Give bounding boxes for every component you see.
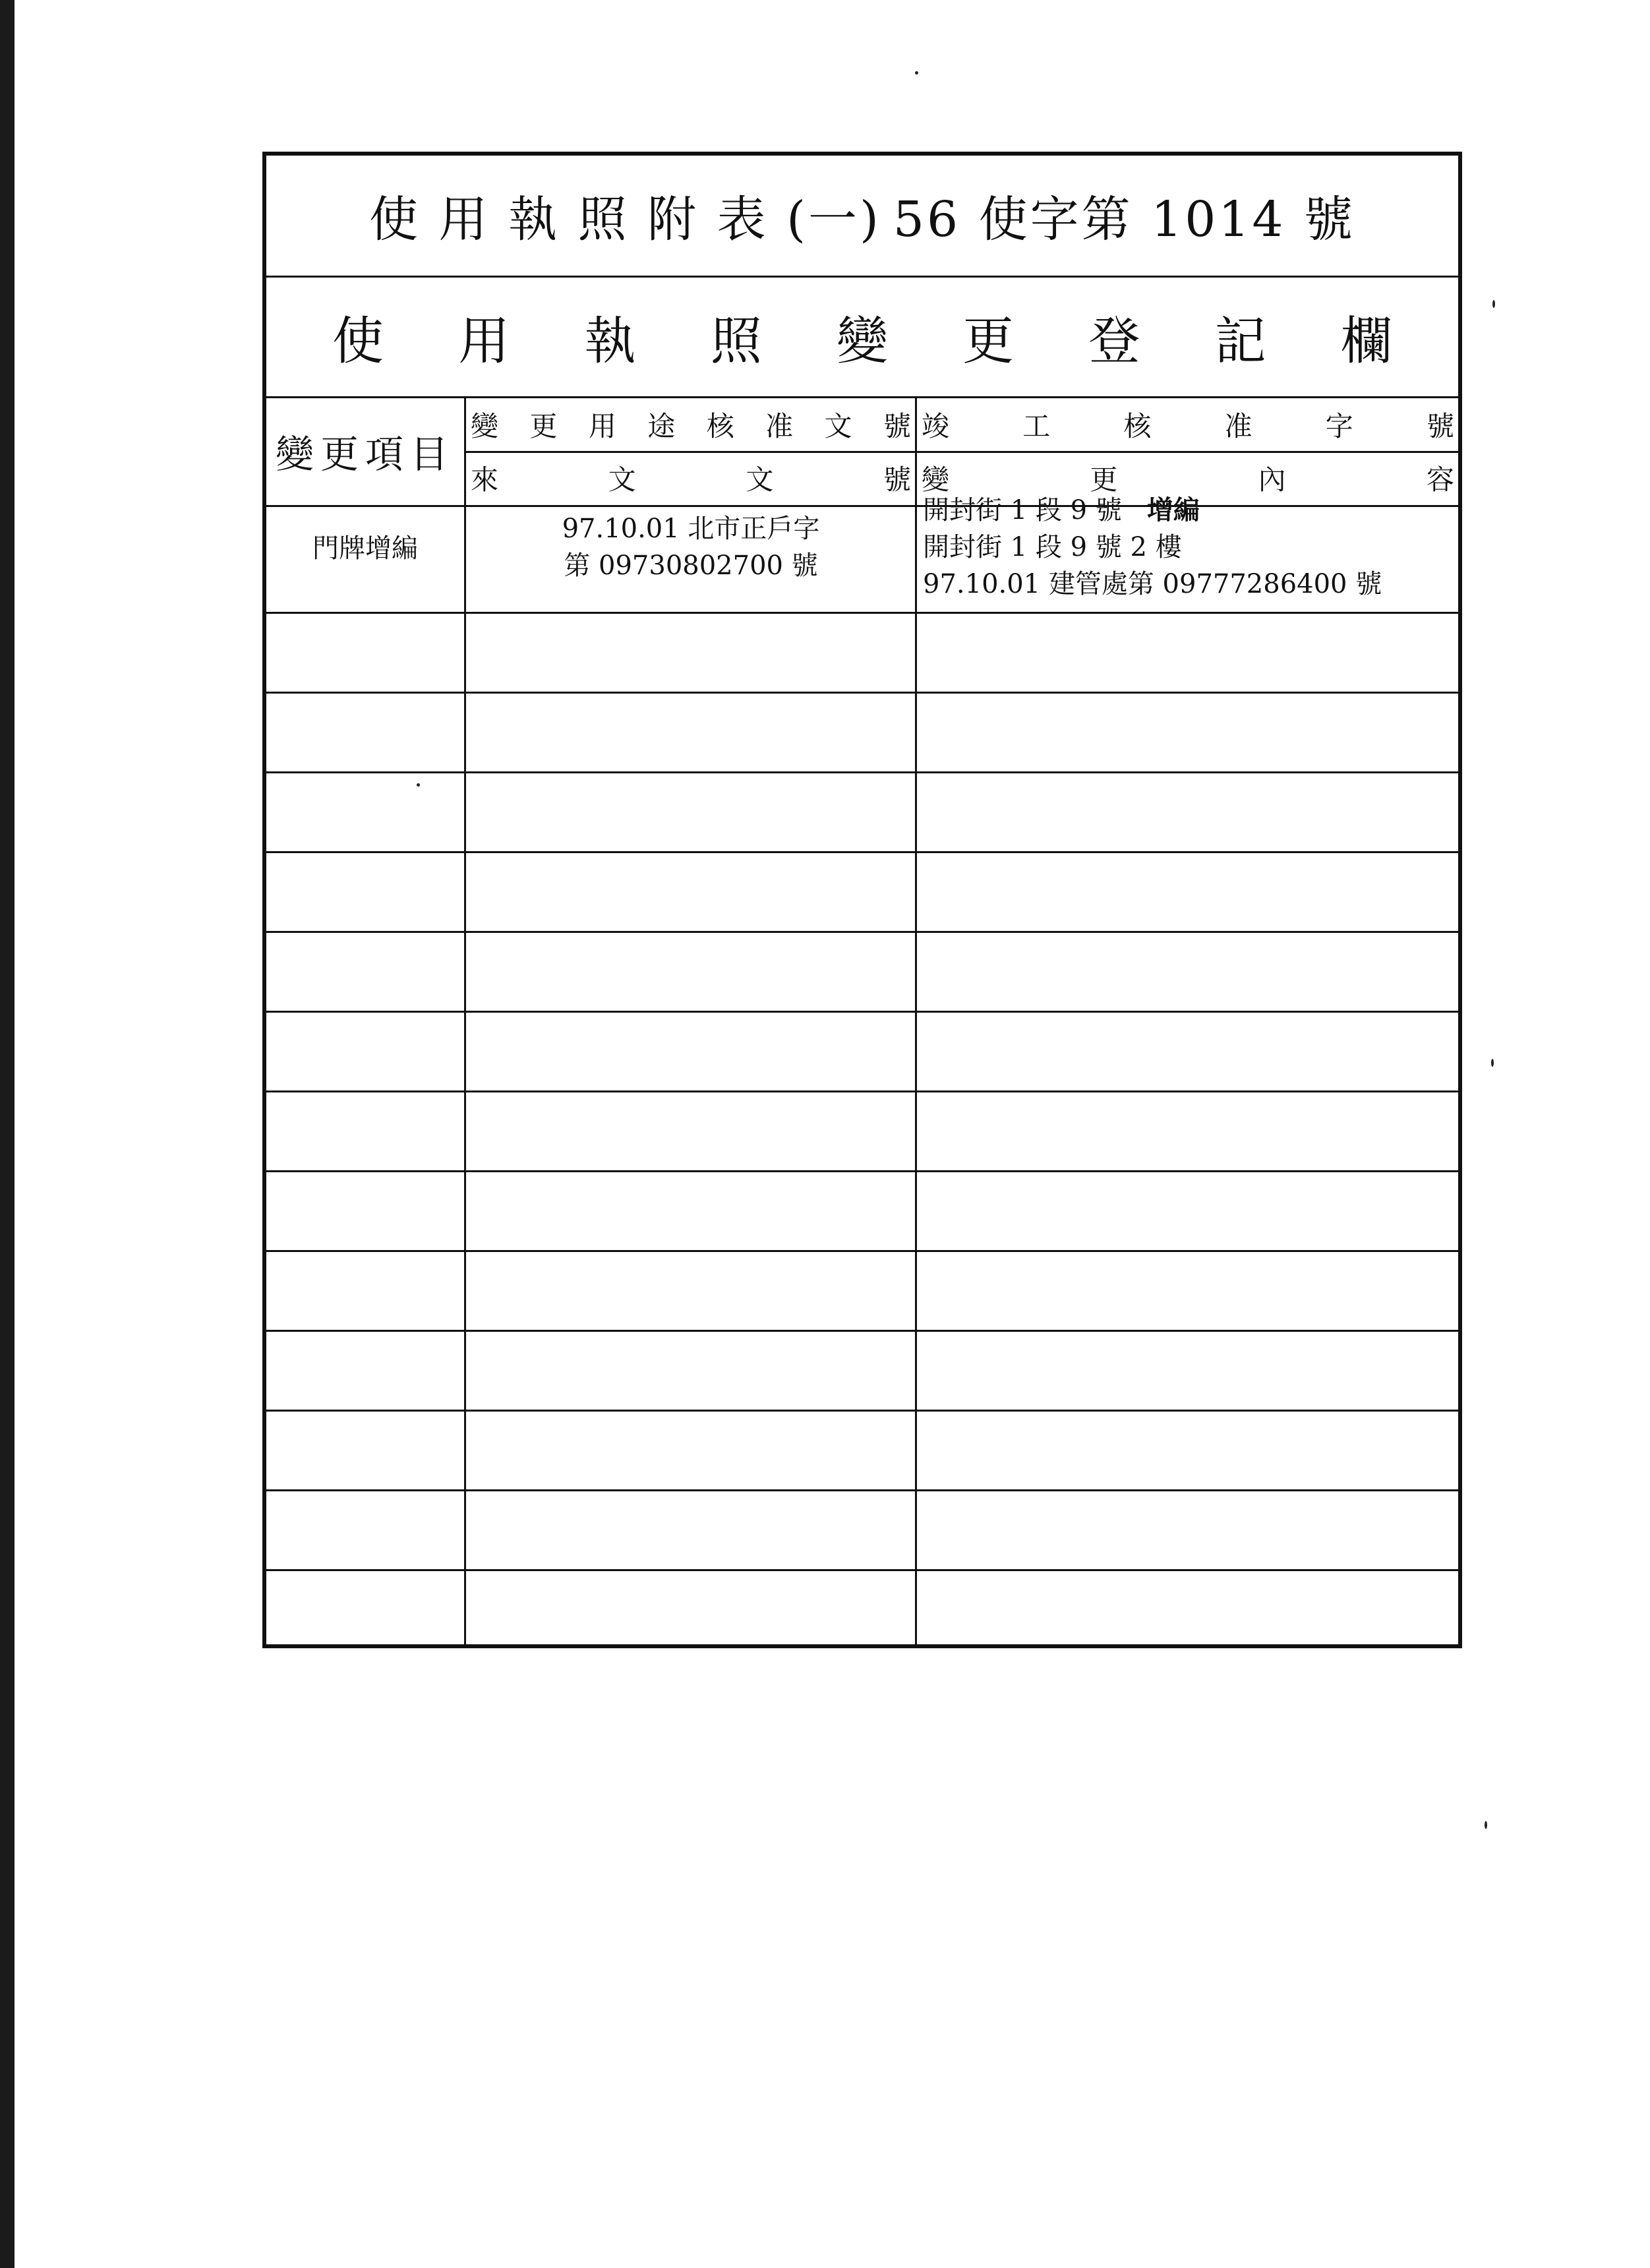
header-char: 核: [706, 410, 734, 442]
row-divider: [266, 851, 1458, 853]
section-title-char: 變: [836, 312, 888, 371]
header-char: 文: [746, 463, 774, 496]
row-divider: [266, 931, 1458, 933]
header-char: 途: [647, 410, 676, 442]
header-change-item: 變更項目: [275, 431, 455, 477]
section-title-char: 使: [332, 312, 384, 371]
scan-speck: [915, 71, 918, 75]
header-char: 更: [1090, 463, 1118, 496]
header-char: 更: [529, 410, 558, 442]
row-divider: [266, 1090, 1458, 1092]
header-char: 變: [471, 410, 499, 442]
permit-appendix-form: [262, 152, 1462, 1648]
scan-speck: [1485, 1821, 1487, 1829]
section-title-char: 用: [458, 312, 510, 371]
header-incoming-doc-no: [467, 452, 915, 504]
form-title: [266, 156, 1458, 276]
row-divider: [266, 1569, 1458, 1571]
row-1-content-line: 開封街 1 段 9 號 2 樓: [923, 532, 1182, 562]
row-divider: [266, 1250, 1458, 1252]
row-1-document-line: 第 09730802700 號: [564, 551, 818, 581]
section-title-char: 欄: [1340, 312, 1392, 371]
row-divider: [266, 612, 1458, 614]
row-divider: [266, 1410, 1458, 1412]
row-1-content-line: 開封街 1 段 9 號 增編: [923, 494, 1200, 525]
section-title-char: 執: [584, 312, 636, 371]
header-char: 文: [824, 410, 852, 442]
header-char: 文: [608, 463, 636, 496]
scan-speck: [1491, 1059, 1494, 1067]
header-approval-doc-no: [467, 398, 915, 451]
scan-left-edge: [0, 0, 15, 2268]
header-char: 變: [922, 463, 950, 496]
header-char: 來: [471, 463, 499, 496]
row-1-content: [923, 492, 1463, 603]
row-divider: [266, 771, 1458, 773]
section-title-char: 照: [710, 312, 762, 371]
header-char: 准: [1224, 410, 1252, 442]
header-char: 容: [1426, 463, 1454, 496]
row-divider: [266, 1011, 1458, 1013]
header-char: 內: [1258, 463, 1286, 496]
header-char: 准: [765, 410, 794, 442]
row-divider: [266, 692, 1458, 694]
header-char: 號: [883, 463, 911, 496]
header-completion-approval-no: [918, 398, 1458, 451]
row-divider: [266, 1170, 1458, 1172]
section-title-char: 登: [1088, 312, 1140, 371]
section-title-char: 記: [1214, 312, 1266, 371]
header-char: 工: [1022, 410, 1051, 442]
row-divider: [266, 1489, 1458, 1491]
form-title-prefix: 使 用 執 照 附 表 (一): [369, 191, 881, 248]
header-char: 用: [588, 410, 616, 442]
row-divider: [266, 1330, 1458, 1332]
scan-speck: [1492, 300, 1495, 308]
header-char: 核: [1123, 410, 1152, 442]
row-1-document: [467, 510, 915, 584]
row-1-item: 門牌增編: [312, 533, 418, 564]
permit-number: 56 使字第 1014 號: [893, 191, 1355, 248]
row-1-content-line: 97.10.01 建管處第 09777286400 號: [923, 569, 1382, 599]
header-char: 號: [1426, 410, 1454, 442]
header-char: 竣: [922, 410, 950, 442]
section-title-char: 更: [962, 312, 1015, 371]
header-char: 字: [1325, 410, 1353, 442]
header-char: 號: [883, 410, 911, 442]
row-1-document-line: 97.10.01 北市正戶字: [562, 514, 820, 544]
section-title: [286, 278, 1438, 396]
